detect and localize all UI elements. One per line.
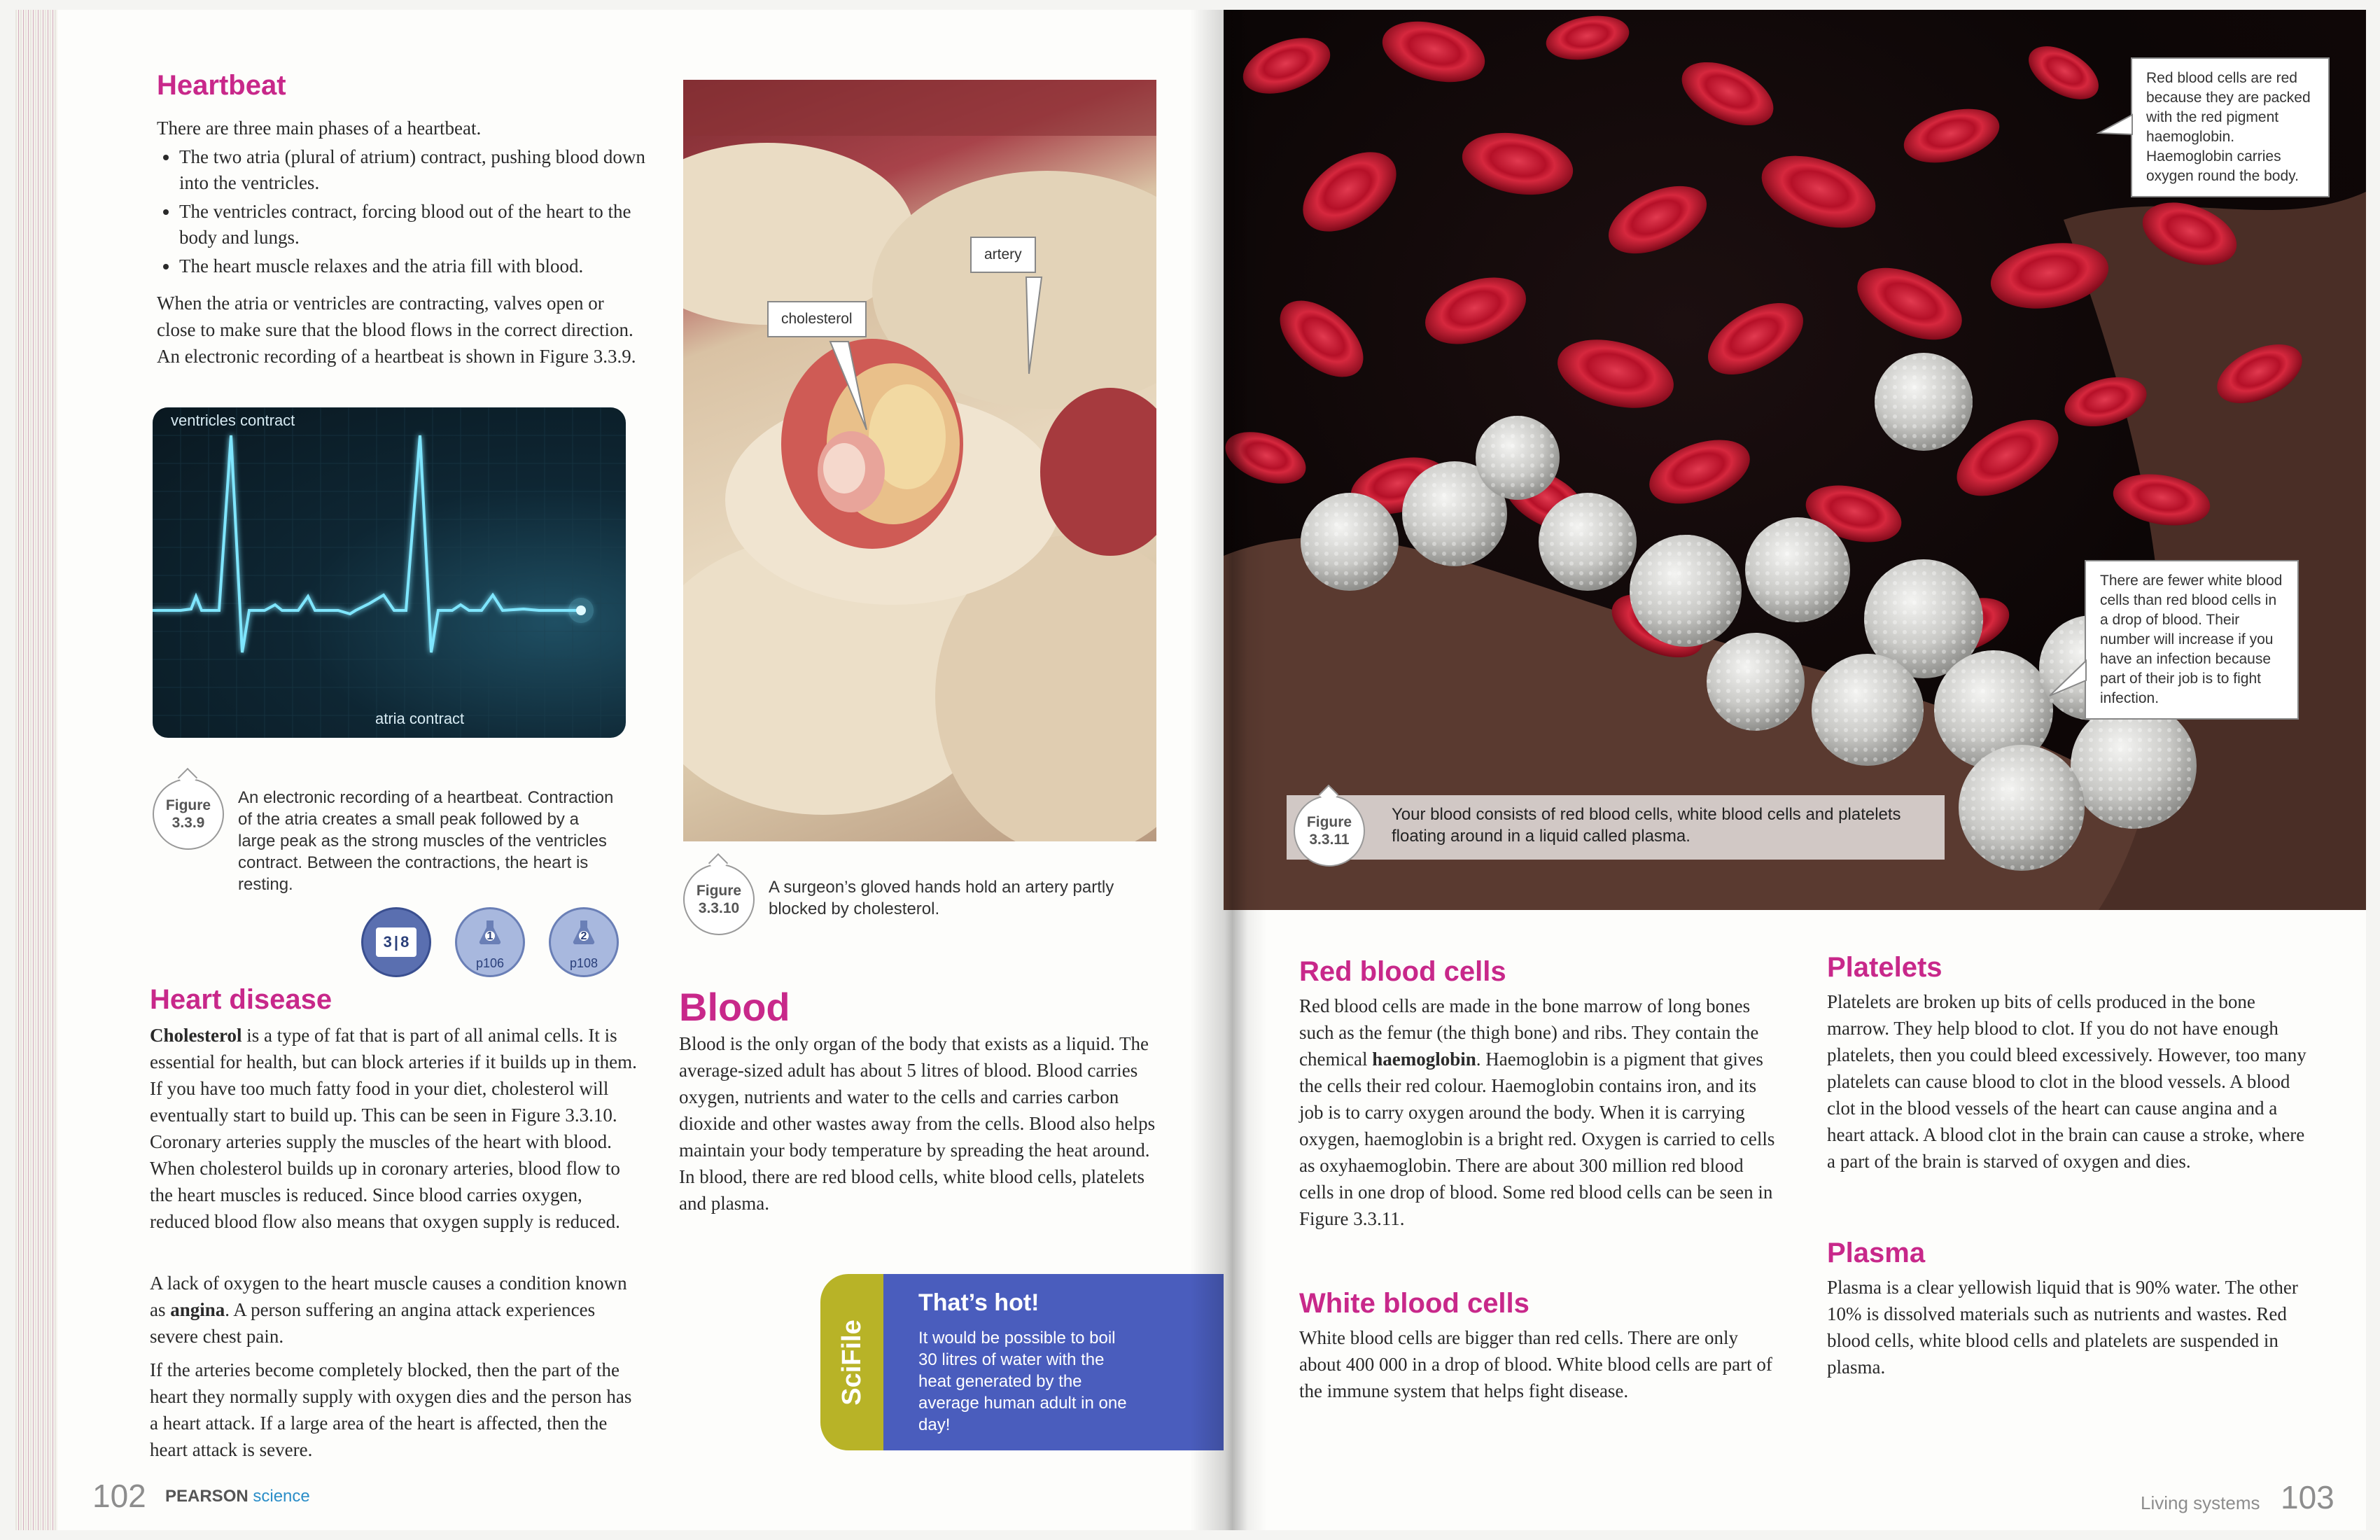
ecg-trace — [153, 407, 626, 738]
book-icon[interactable]: 3 | 8 — [361, 907, 431, 977]
heart-disease-p1-text: is a type of fat that is part of all animal cells. It is essential for health, but can block arteries if it builds up in them. If you have too much fatty food in your diet, cholesterol will eventually start to build up. This can be seen in Figure 3.3.10. Coronary arteries supply the muscles of the heart with blood. When cholesterol builds up in coronary arteries, blood flow to the heart muscles is reduced. Since blood carries oxygen, reduced blood flow also means that oxygen supply is reduced. — [150, 1025, 637, 1232]
blood-cells-photo — [1224, 10, 2366, 910]
heartbeat-bullet: • The heart muscle relaxes and the atria fill with blood. — [179, 253, 669, 279]
blood-heading: Blood — [679, 985, 790, 1029]
book-icon-label-top: 3 — [383, 933, 392, 951]
heart-disease-p2-end: . A person suffering an angina attack experiences severe chest pain. — [150, 1299, 596, 1347]
pearson-brand — [165, 1487, 310, 1506]
heartbeat-intro: There are three main phases of a heartbeat. — [157, 118, 482, 139]
page-number-left: 102 — [92, 1478, 146, 1514]
callout-white-blood-cells: There are fewer white blood cells than red blood cells in a drop of blood. Their number will increase if you have an infection because part of their job is to fight infection. — [2085, 560, 2299, 720]
figure-badge-number: 3.3.10 — [698, 900, 740, 916]
figure-badge-number: 3.3.11 — [1309, 832, 1350, 848]
haemoglobin-term: haemoglobin — [1372, 1049, 1476, 1070]
figure-badge-3311 — [1294, 795, 1365, 867]
flask-icon-number: 1 — [486, 930, 493, 942]
heart-disease-heading: Heart disease — [150, 984, 332, 1015]
blood-paragraph: Blood is the only organ of the body that exists as a liquid. The average-sized adult has about 5 litres of blood. Blood carries oxygen, nutrients and water to the cells and carries carbon dioxide and other wastes away from the cells. Blood also helps maintain your body temperature by spreading the heat around. In blood, there are red blood cells, white blood cells, platelets and plasma. — [679, 1033, 1156, 1214]
figure-badge-339 — [153, 778, 224, 850]
callout-pointers-right — [1224, 10, 2366, 910]
platelets-paragraph: Platelets are broken up bits of cells produced in the bone marrow. They help blood to clot. If you do not have enough platelets, then you could bleed excessively. However, too many platelets can cause blood to clot in the blood vessels. A blood clot in the blood vessels of the heart can cause angina and a heart attack. A blood clot in the brain can cause a stroke, where a part of the brain is starved of oxygen and dies. — [1827, 991, 2306, 1172]
flask-icon[interactable] — [549, 907, 619, 977]
red-blood-cells-paragraph — [1299, 993, 1775, 1232]
figure-badge-word: Figure — [696, 883, 742, 899]
flask-icon-page: p106 — [475, 956, 505, 970]
ecg-label-ventricles: ventricles contract — [171, 412, 295, 429]
heartbeat-paragraph: When the atria or ventricles are contracting, valves open or close to make sure that the blood flows in the correct direction. An electronic recording of a heartbeat is shown in Figure 3.3.9. — [157, 293, 636, 367]
figure-badge-word: Figure — [165, 797, 211, 813]
angina-term: angina — [170, 1299, 225, 1320]
white-blood-cells-paragraph: White blood cells are bigger than red cells. There are only about 400 000 in a drop of blood. White blood cells are part of the immune system that helps fight disease. — [1299, 1327, 1772, 1401]
white-blood-cells-heading: White blood cells — [1299, 1288, 1530, 1319]
cholesterol-term: Cholesterol — [150, 1025, 242, 1046]
ecg-panel — [153, 407, 626, 738]
section-label: Living systems — [2141, 1492, 2260, 1513]
figure-badge-number: 3.3.9 — [172, 815, 205, 831]
callout-cholesterol: cholesterol — [767, 301, 867, 337]
artery-photo — [683, 80, 1156, 841]
flask-icon-page: p108 — [569, 956, 598, 970]
heart-disease-p2-start: A lack of oxygen to the heart muscle causes a condition known as — [150, 1273, 627, 1320]
book-icon-label-bottom: 8 — [400, 933, 410, 951]
heartbeat-bullets — [157, 144, 669, 282]
page-number-right: 103 — [2281, 1479, 2334, 1516]
heartbeat-bullet: • The two atria (plural of atrium) contract, pushing blood down into the ventricles. — [179, 144, 669, 196]
heartbeat-heading: Heartbeat — [157, 70, 286, 101]
flask-icon-number: 2 — [580, 930, 587, 942]
red-blood-cells-p-end: . Haemoglobin is a pigment that gives the cells their red colour. Haemoglobin contains iron, and its job is to carry oxygen around the body. When it is carrying oxygen, haemoglobin is a bright red. Oxygen is carried to cells as oxyhaemoglobin. There are about 300 million red blood cells in one drop of blood. Some red blood cells can be seen in Figure 3.3.11. — [1299, 1049, 1775, 1229]
right-page — [1224, 10, 2366, 1530]
left-page — [15, 10, 1224, 1530]
page-edges — [15, 10, 57, 1530]
scifile-box — [820, 1274, 1224, 1450]
heart-disease-paragraph-3: If the arteries become completely blocked, then the part of the heart they normally supply with oxygen dies and the person has a heart attack. If a large area of the heart is affected, then the heart attack is severe. — [150, 1359, 632, 1460]
ecg-label-atria: atria contract — [375, 710, 465, 727]
platelets-heading: Platelets — [1827, 952, 1942, 983]
scifile-tab — [820, 1274, 883, 1450]
heart-disease-paragraph-1 — [150, 1022, 640, 1235]
scifile-text: It would be possible to boil 30 litres of water with the heat generated by the average human adult in one day! — [918, 1329, 1127, 1434]
callout-red-blood-cells: Red blood cells are red because they are packed with the red pigment haemoglobin. Haemoglobin carries oxygen round the body. — [2131, 57, 2330, 197]
red-blood-cells-p-start: Red blood cells are made in the bone marrow of long bones such as the femur (the thigh bone) and ribs. They contain the chemical — [1299, 995, 1759, 1070]
heart-disease-paragraph-2 — [150, 1270, 640, 1350]
brand-word-science: science — [253, 1487, 310, 1506]
figure-339-caption: An electronic recording of a heartbeat. Contraction of the atria creates a small peak followed by a large peak as the strong muscles of the ventricles contract. Between the contractions, the heart is resting. — [238, 788, 614, 894]
plasma-paragraph: Plasma is a clear yellowish liquid that is 90% water. The other 10% is dissolved materials such as nutrients and wastes. Red blood cells, white blood cells and platelets are suspended in plasma. — [1827, 1277, 2298, 1378]
red-blood-cells-heading: Red blood cells — [1299, 956, 1506, 987]
callout-artery: artery — [970, 237, 1036, 273]
callout-pointers — [683, 80, 1156, 841]
plasma-heading: Plasma — [1827, 1238, 1926, 1268]
scifile-panel — [883, 1274, 1224, 1450]
figure-3310-caption: A surgeon’s gloved hands hold an artery partly blocked by cholesterol. — [769, 878, 1114, 918]
figure-badge-3310 — [683, 864, 755, 935]
scifile-title: That’s hot! — [918, 1289, 1040, 1316]
scifile-tab-label: SciFile — [836, 1319, 867, 1406]
flask-icon[interactable] — [455, 907, 525, 977]
figure-badge-word: Figure — [1306, 814, 1352, 830]
brand-word-pearson: PEARSON — [165, 1487, 248, 1506]
figure-3311-caption: Your blood consists of red blood cells, white blood cells and platelets floating around in a liquid called plasma. — [1392, 805, 1901, 846]
heartbeat-bullet: • The ventricles contract, forcing blood out of the heart to the body and lungs. — [179, 199, 669, 251]
figure-3311-caption-band — [1287, 795, 1945, 860]
